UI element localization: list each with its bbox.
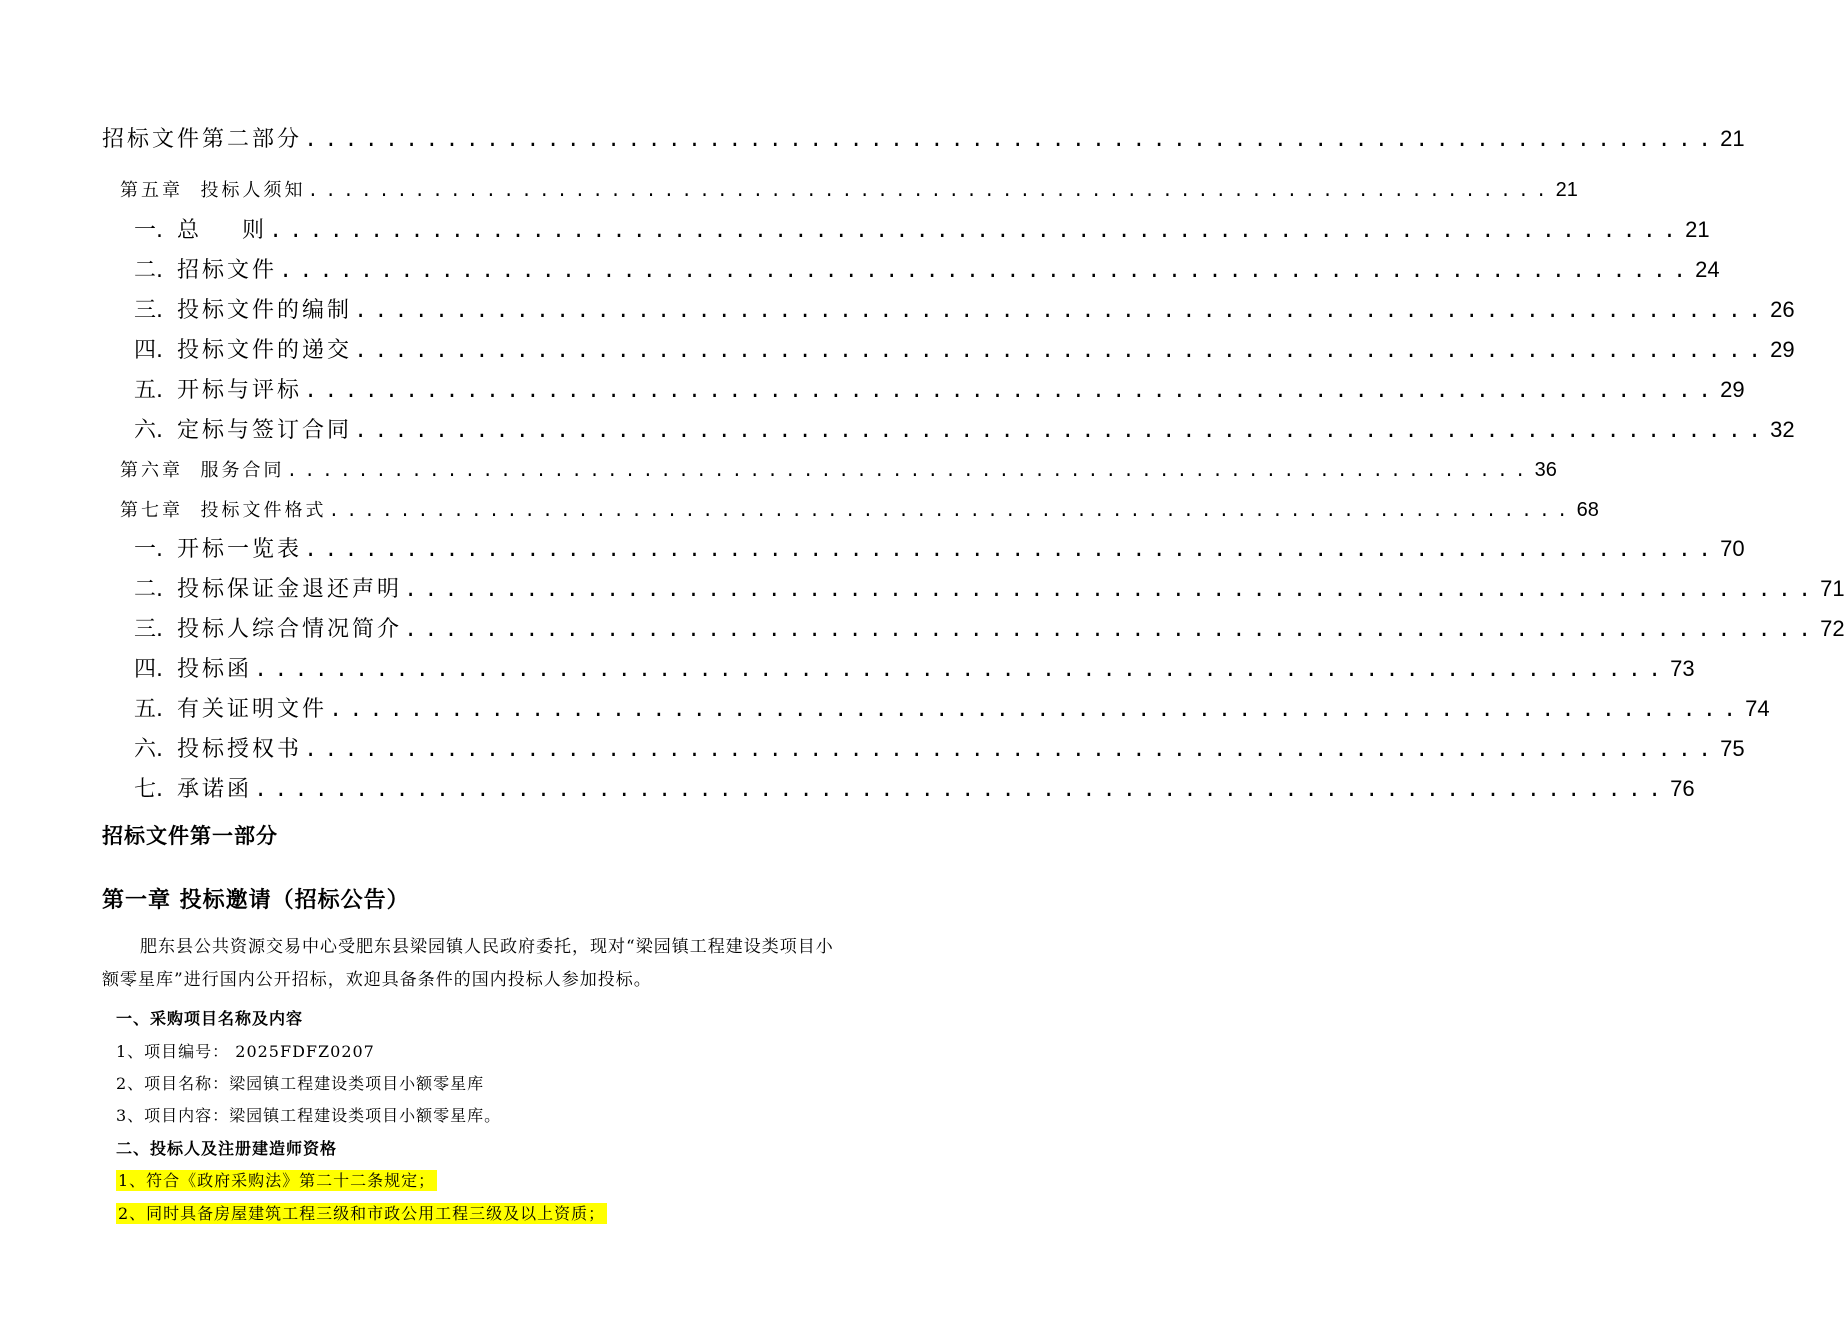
toc-label: 招标文件第二部分	[102, 127, 303, 152]
toc-label: 招标文件	[177, 258, 278, 283]
section2-title: 二、投标人及注册建造师资格	[116, 1139, 338, 1158]
toc-page: 73	[1670, 656, 1695, 681]
toc-page: 72	[1820, 616, 1845, 641]
toc-label: 第六章 服务合同	[120, 460, 285, 481]
toc-leader: ......................................................................	[354, 299, 1769, 324]
toc-number: 五.	[134, 697, 163, 722]
toc-label: 第五章 投标人须知	[120, 180, 306, 201]
toc-number: 七.	[134, 777, 163, 802]
toc-entry[interactable]	[134, 732, 1745, 763]
toc-number: 一.	[134, 537, 163, 562]
toc-label: 投标函	[177, 657, 253, 682]
toc-label: 投标人综合情况简介	[177, 617, 403, 642]
project-content: 3、项目内容：梁园镇工程建设类项目小额零星库。	[116, 1106, 502, 1125]
toc-number: 五.	[134, 378, 163, 403]
toc-entry[interactable]	[134, 333, 1795, 364]
toc-entry[interactable]	[134, 692, 1770, 723]
toc-entry[interactable]	[134, 373, 1745, 404]
section1-title: 一、采购项目名称及内容	[116, 1009, 304, 1028]
toc-number: 二.	[134, 258, 163, 283]
toc-page: 70	[1720, 536, 1745, 561]
toc-leader: ......................................................................	[254, 658, 1669, 683]
toc-leader: ......................................................................	[268, 219, 1684, 244]
toc-entry[interactable]	[134, 532, 1745, 563]
toc-leader: ......................................................................	[279, 259, 1694, 284]
toc-page: 75	[1720, 736, 1745, 761]
toc-number: 四.	[134, 657, 163, 682]
toc-entry-chapter7[interactable]	[120, 496, 1599, 522]
toc-page: 21	[1685, 217, 1710, 242]
toc-entry-chapter5[interactable]	[120, 176, 1578, 202]
highlighted-text: 2、同时具备房屋建筑工程三级和市政公用工程三级及以上资质；	[118, 1204, 606, 1223]
toc-entry[interactable]	[134, 772, 1695, 803]
toc-label: 投标文件的递交	[177, 338, 353, 363]
chapter1-title: 第一章 投标邀请（招标公告）	[102, 888, 410, 913]
toc-entry[interactable]	[134, 612, 1845, 643]
toc-entry[interactable]	[134, 253, 1720, 284]
highlighted-text: 1、符合《政府采购法》第二十二条规定；	[118, 1171, 436, 1190]
toc-label: 承诺函	[177, 777, 253, 802]
toc-number: 二.	[134, 577, 163, 602]
toc-page: 21	[1555, 179, 1578, 201]
toc-entry[interactable]	[134, 652, 1695, 683]
toc-page: 76	[1670, 776, 1695, 801]
toc-number: 三.	[134, 298, 163, 323]
toc-leader: ......................................................................	[354, 419, 1769, 444]
toc-number: 一.	[134, 218, 163, 243]
toc-page: 29	[1770, 337, 1795, 362]
toc-entry-chapter6[interactable]	[120, 456, 1557, 482]
toc-label: 有关证明文件	[177, 697, 328, 722]
toc-leader: ......................................................................	[404, 618, 1819, 643]
toc-leader: ......................................................................	[304, 738, 1719, 763]
toc-page: 26	[1770, 297, 1795, 322]
project-number: 1、项目编号： 2025FDFZ0207	[116, 1042, 375, 1061]
toc-number: 四.	[134, 338, 163, 363]
toc-leader: ......................................................................	[304, 538, 1719, 563]
toc-label: 定标与签订合同	[177, 418, 353, 443]
toc-page: 74	[1745, 696, 1770, 721]
toc-page: 71	[1820, 576, 1845, 601]
requirement-2	[116, 1201, 607, 1224]
toc-page: 21	[1720, 126, 1745, 151]
toc-entry[interactable]	[134, 572, 1845, 603]
toc-label: 开标与评标	[177, 378, 303, 403]
toc-label: 投标授权书	[177, 737, 303, 762]
toc-entry[interactable]	[134, 413, 1795, 444]
toc-number: 六.	[134, 418, 163, 443]
toc-leader: ......................................................................	[286, 462, 1533, 482]
toc-number: 三.	[134, 617, 163, 642]
toc-page: 36	[1534, 459, 1557, 481]
toc-label: 第七章 投标文件格式	[120, 500, 327, 521]
toc-number: 六.	[134, 737, 163, 762]
toc-leader: ......................................................................	[404, 578, 1819, 603]
intro-paragraph: 肥东县公共资源交易中心受肥东县梁园镇人民政府委托，现对“梁园镇工程建设类项目小额零星库”进行国内公开招标，欢迎具备条件的国内投标人参加投标。	[102, 937, 834, 990]
toc-label: 开标一览表	[177, 537, 303, 562]
toc-entry[interactable]	[134, 293, 1795, 324]
toc-leader: ......................................................................	[307, 182, 1554, 202]
toc-leader: ......................................................................	[329, 698, 1744, 723]
toc-entry[interactable]	[134, 213, 1710, 244]
toc-leader: ......................................................................	[304, 128, 1719, 153]
toc-page: 32	[1770, 417, 1795, 442]
toc-leader: ......................................................................	[304, 379, 1719, 404]
toc-label: 总 则	[177, 218, 267, 243]
toc-leader: ......................................................................	[328, 502, 1575, 522]
requirement-1	[116, 1168, 437, 1191]
part1-title: 招标文件第一部分	[102, 824, 278, 848]
project-name: 2、项目名称：梁园镇工程建设类项目小额零星库	[116, 1074, 485, 1093]
toc-page: 29	[1720, 377, 1745, 402]
toc-page: 68	[1576, 499, 1599, 521]
toc-entry-part2[interactable]	[102, 122, 1745, 153]
toc-label: 投标文件的编制	[177, 298, 353, 323]
toc-leader: ......................................................................	[254, 778, 1669, 803]
toc-page: 24	[1695, 257, 1720, 282]
toc-label: 投标保证金退还声明	[177, 577, 403, 602]
toc-leader: ......................................................................	[354, 339, 1769, 364]
